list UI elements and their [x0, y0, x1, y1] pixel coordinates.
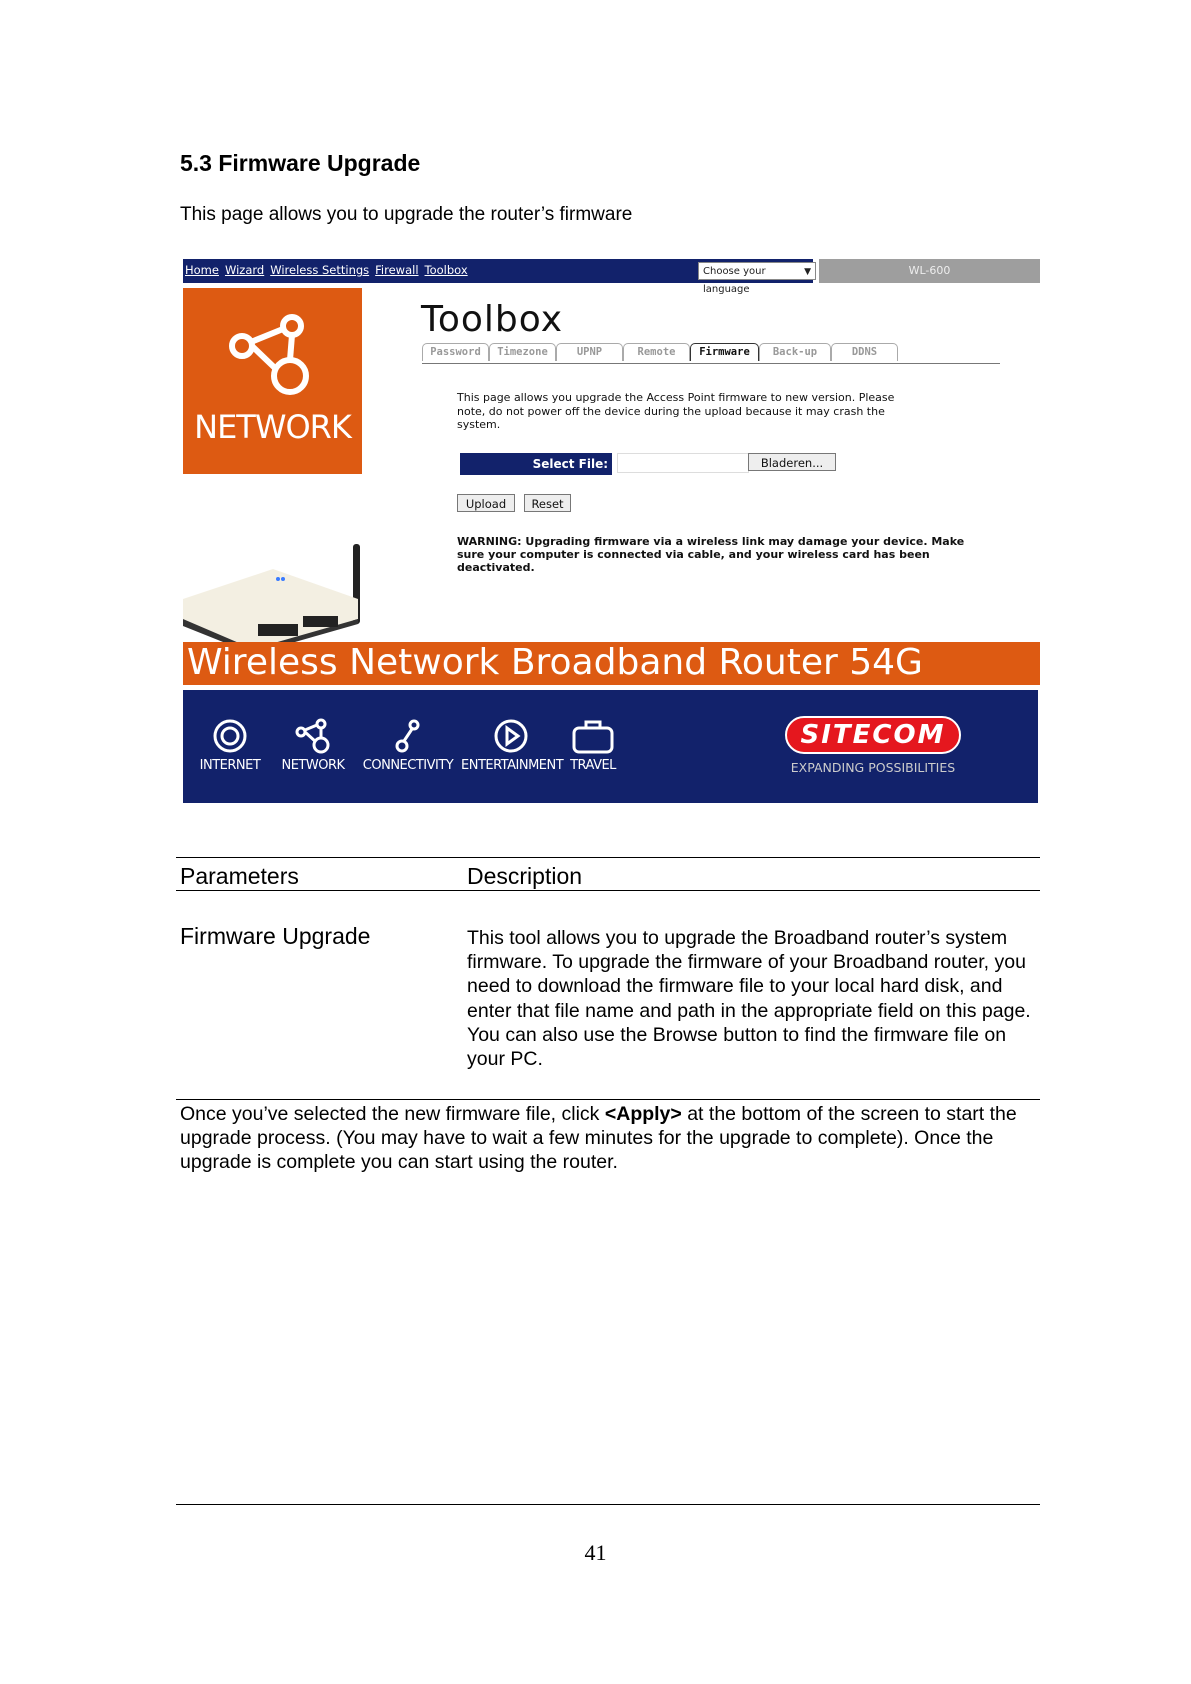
nav-connectivity[interactable]	[358, 718, 458, 773]
suitcase-icon	[571, 718, 615, 754]
upload-button[interactable]: Upload	[457, 494, 515, 512]
nav-internet[interactable]	[195, 718, 265, 773]
network-icon	[227, 312, 317, 402]
footer-rule	[176, 1504, 1040, 1505]
header-description: Description	[467, 863, 583, 889]
internet-icon	[212, 718, 248, 754]
tab-password[interactable]: Password	[422, 343, 489, 361]
intro-text: This page allows you to upgrade the router’s firmware	[180, 204, 633, 225]
nav-internet-label: INTERNET	[199, 758, 261, 773]
sitecom-logo: SITECOM	[785, 716, 961, 754]
language-select[interactable]	[698, 262, 816, 295]
dropdown-arrow-icon: ▼	[804, 267, 811, 277]
tab-upnp[interactable]: UPNP	[556, 343, 623, 361]
router-image	[183, 544, 383, 644]
firmware-description: This page allows you upgrade the Access Point firmware to new version. Please note, do not power off the device during the upload because it may crash the system.	[457, 391, 895, 431]
nav-link-wizard[interactable]: Wizard	[224, 263, 265, 277]
nav-link-home[interactable]: Home	[185, 263, 219, 277]
param-firmware-upgrade: Firmware Upgrade	[180, 923, 371, 949]
nav-travel[interactable]	[563, 718, 623, 773]
nav-link-toolbox[interactable]: Toolbox	[424, 263, 468, 277]
nav-entertainment-label: ENTERTAINMENT	[461, 758, 564, 773]
network-tile-label: NETWORK	[194, 408, 351, 446]
nav-travel-label: TRAVEL	[570, 758, 616, 773]
closing-text-end: at the bottom of the screen to start the upgrade process. (You may have to wait a few minutes for the upgrade to complete). Once the upgrade is complete you can start using the router.	[180, 1103, 1017, 1174]
tab-firmware[interactable]: Firmware	[690, 343, 759, 361]
param-firmware-upgrade-description: This tool allows you to upgrade the Broadband router’s system firmware. To upgrade the firmware of your Broadband router, you need to download the firmware file to your local hard disk, and enter that file name and path in the appropriate field on this page. You can also use the Browse button to find the firmware file on your PC.	[467, 927, 1031, 1071]
language-select-value: Choose your language	[703, 266, 766, 295]
nav-link-wireless-settings[interactable]: Wireless Settings	[270, 263, 370, 277]
nav-links	[185, 263, 474, 277]
network-icon	[295, 718, 331, 754]
toolbox-title: Toolbox	[421, 299, 563, 340]
nav-network-label: NETWORK	[281, 758, 345, 773]
file-input[interactable]	[617, 453, 749, 473]
nav-link-firewall[interactable]: Firewall	[375, 263, 419, 277]
tab-bar	[422, 343, 1000, 364]
select-file-label: Select File:	[460, 453, 612, 475]
nav-network[interactable]	[275, 718, 351, 773]
bottom-navigation	[183, 690, 1038, 803]
top-navigation	[183, 259, 813, 295]
section-title: 5.3 Firmware Upgrade	[180, 150, 421, 176]
nav-entertainment[interactable]	[461, 718, 564, 773]
connectivity-icon	[390, 718, 426, 754]
header-parameters: Parameters	[180, 863, 299, 889]
tab-back-up[interactable]: Back-up	[759, 343, 831, 361]
table-top-rule	[176, 857, 1040, 858]
table-bottom-rule	[176, 1099, 1040, 1100]
closing-paragraph	[180, 1102, 1050, 1175]
model-label: WL-600	[819, 259, 1040, 283]
tab-remote[interactable]: Remote	[623, 343, 690, 361]
tab-timezone[interactable]: Timezone	[489, 343, 556, 361]
warning-text: WARNING: Upgrading firmware via a wireless link may damage your device. Make sure your computer is connected via cable, and your wireless card has been deactivated.	[457, 535, 965, 574]
tab-ddns[interactable]: DDNS	[831, 343, 898, 361]
browse-button[interactable]: Bladeren...	[748, 453, 836, 471]
product-banner: Wireless Network Broadband Router 54G	[183, 642, 1040, 685]
play-icon	[493, 718, 529, 754]
router-screenshot	[183, 259, 1040, 827]
table-header-rule	[176, 890, 1040, 891]
brand-tagline: EXPANDING POSSIBILITIES	[790, 760, 956, 775]
nav-connectivity-label: CONNECTIVITY	[362, 758, 454, 773]
page-number: 41	[584, 1540, 607, 1565]
apply-keyword: <Apply>	[604, 1103, 682, 1125]
closing-text-start: Once you’ve selected the new firmware file, click	[180, 1103, 605, 1125]
reset-button[interactable]: Reset	[524, 494, 571, 512]
network-tile	[183, 288, 362, 474]
